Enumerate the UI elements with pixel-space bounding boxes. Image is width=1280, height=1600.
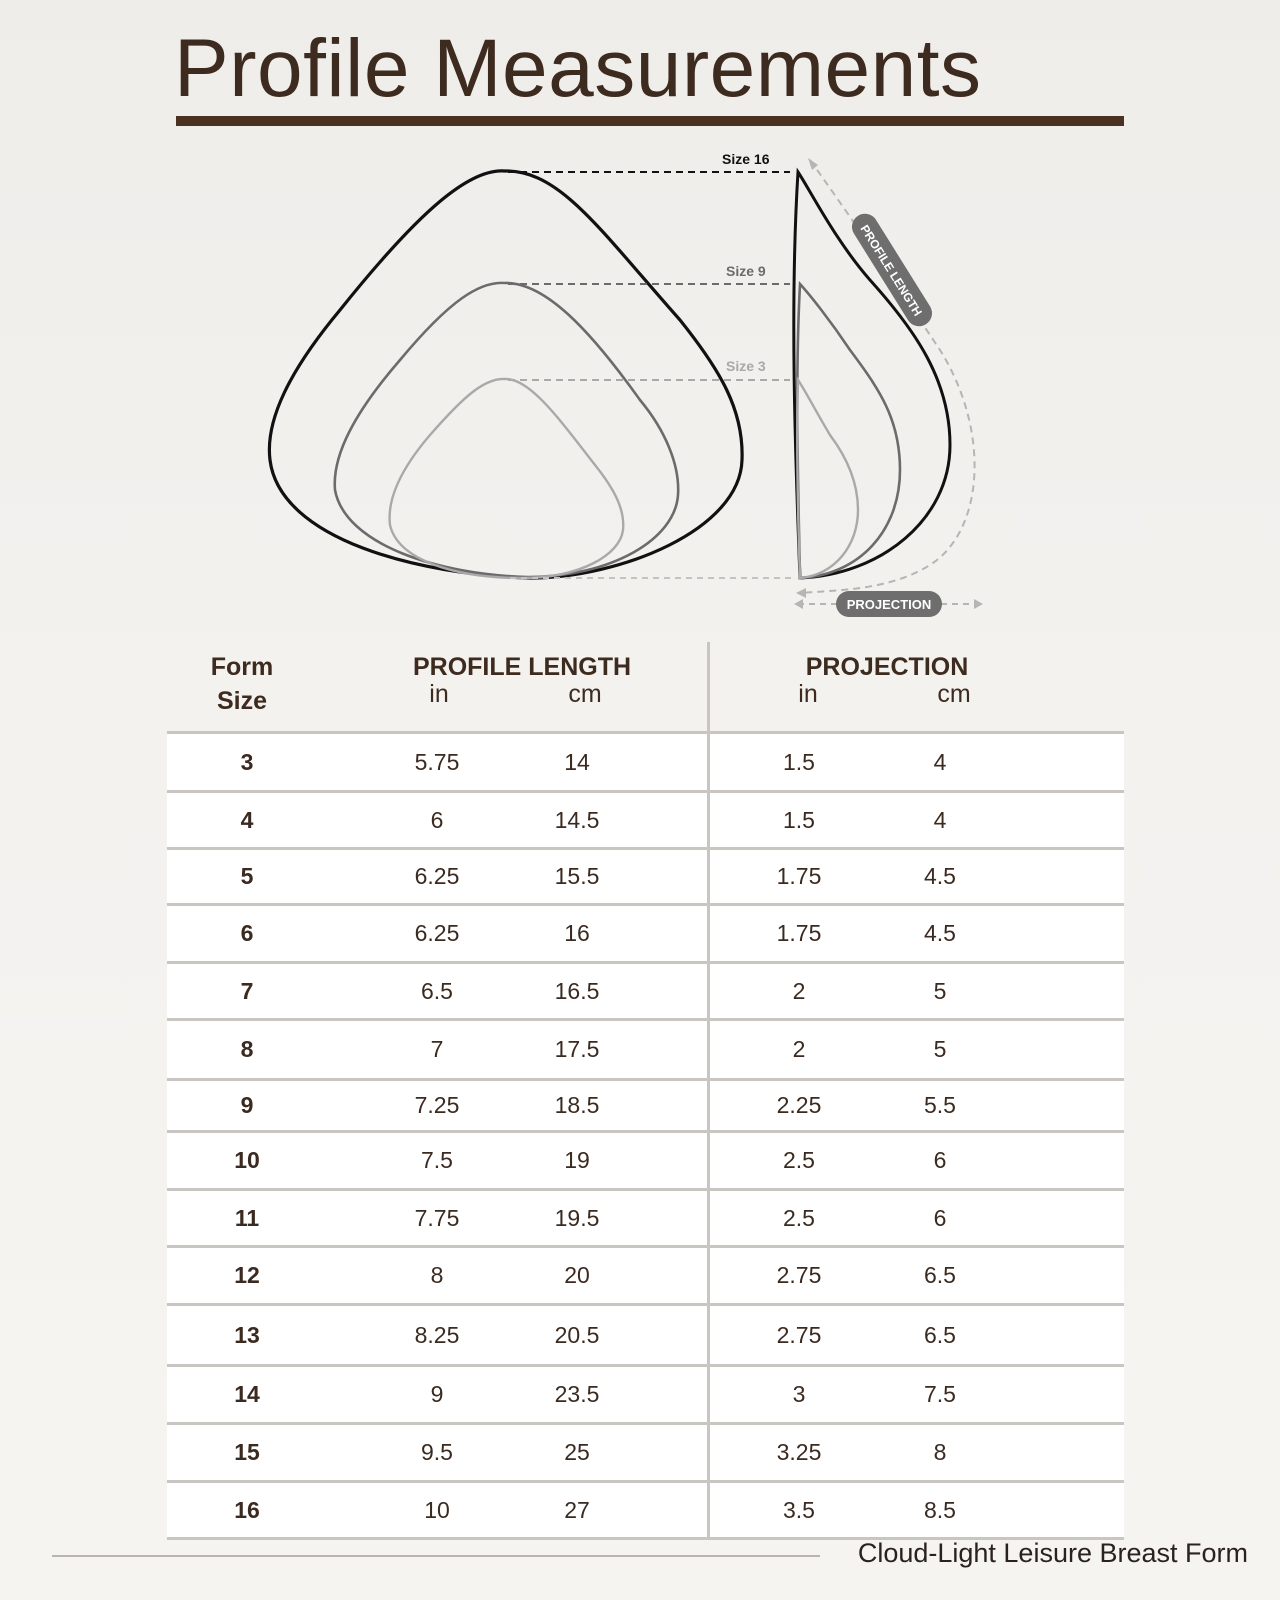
projection-arrow-left bbox=[794, 599, 803, 609]
size16-label: Size 16 bbox=[722, 151, 770, 167]
cell-size: 12 bbox=[234, 1262, 260, 1288]
cell-pr-in: 2 bbox=[792, 1036, 806, 1062]
table-row bbox=[167, 1133, 1124, 1191]
cell-size: 9 bbox=[240, 1092, 254, 1118]
cell-pl-in: 7.25 bbox=[414, 1092, 460, 1118]
cell-pl-cm: 17.5 bbox=[554, 1036, 600, 1062]
product-name: Cloud-Light Leisure Breast Form bbox=[857, 1538, 1248, 1568]
table-row bbox=[167, 1081, 1124, 1133]
header-pl-in: in bbox=[429, 680, 449, 708]
cell-size: 4 bbox=[240, 806, 254, 833]
cell-pr-in: 1.5 bbox=[783, 806, 815, 833]
cell-size: 15 bbox=[234, 1439, 260, 1465]
cell-pl-in: 7.75 bbox=[414, 1204, 460, 1231]
cell-pr-cm: 5 bbox=[933, 977, 947, 1004]
table-row bbox=[167, 1425, 1124, 1483]
cell-pl-cm: 25 bbox=[564, 1439, 590, 1465]
cell-pl-in: 8 bbox=[430, 1262, 444, 1288]
cell-pl-cm: 19.5 bbox=[554, 1204, 600, 1231]
cell-size: 8 bbox=[240, 1036, 254, 1062]
header-divider bbox=[707, 642, 710, 731]
cell-pr-cm: 6 bbox=[933, 1147, 947, 1173]
cell-pl-cm: 23.5 bbox=[554, 1381, 600, 1407]
footer-rule bbox=[52, 1555, 820, 1557]
header-pr-cm: cm bbox=[937, 680, 971, 708]
header-projection: PROJECTION bbox=[805, 653, 969, 681]
cell-pr-in: 2 bbox=[792, 977, 806, 1004]
header-pr-in: in bbox=[798, 680, 818, 708]
cell-pl-cm: 14 bbox=[564, 748, 590, 775]
cell-size: 5 bbox=[240, 863, 254, 889]
size3-label: Size 3 bbox=[726, 358, 766, 374]
table-row bbox=[167, 850, 1124, 906]
cell-pl-in: 6 bbox=[430, 806, 444, 833]
cell-size: 14 bbox=[234, 1381, 260, 1407]
cell-size: 3 bbox=[240, 748, 254, 775]
cell-pr-cm: 4.5 bbox=[924, 920, 956, 946]
cell-pr-cm: 4.5 bbox=[924, 863, 956, 889]
cell-pl-in: 7 bbox=[430, 1036, 444, 1062]
table-row bbox=[167, 964, 1124, 1021]
page-title: Profile Measurements bbox=[174, 23, 982, 114]
cell-pl-cm: 19 bbox=[564, 1147, 590, 1173]
header-pl-cm: cm bbox=[568, 680, 602, 708]
cell-pl-in: 7.5 bbox=[421, 1147, 453, 1173]
table-row bbox=[167, 906, 1124, 964]
arrowhead-top bbox=[808, 158, 818, 170]
cell-pr-in: 2.75 bbox=[776, 1321, 822, 1348]
cell-pl-in: 6.25 bbox=[414, 863, 460, 889]
cell-size: 13 bbox=[234, 1321, 260, 1348]
cell-pr-cm: 4 bbox=[933, 806, 947, 833]
table-row bbox=[167, 1367, 1124, 1425]
cell-pr-cm: 8 bbox=[933, 1439, 947, 1465]
cell-pl-cm: 15.5 bbox=[554, 863, 600, 889]
cell-pr-in: 2.25 bbox=[776, 1092, 822, 1118]
table-row bbox=[167, 1191, 1124, 1248]
cell-pl-cm: 16.5 bbox=[554, 977, 600, 1004]
cell-pr-cm: 5.5 bbox=[924, 1092, 956, 1118]
table-row bbox=[167, 1306, 1124, 1367]
cell-pr-in: 1.75 bbox=[776, 920, 822, 946]
header-profile-length: PROFILE LENGTH bbox=[412, 653, 632, 681]
cell-pr-in: 3.5 bbox=[783, 1496, 815, 1523]
profile-diagram bbox=[0, 140, 1280, 620]
cell-pl-in: 9 bbox=[430, 1381, 444, 1407]
cell-pr-in: 2.5 bbox=[783, 1204, 815, 1231]
table-body bbox=[167, 734, 1124, 1540]
cell-pr-cm: 5 bbox=[933, 1036, 947, 1062]
cell-pr-cm: 7.5 bbox=[924, 1381, 956, 1407]
cell-pr-cm: 6 bbox=[933, 1204, 947, 1231]
cell-size: 10 bbox=[234, 1147, 260, 1173]
projection-arrow-right bbox=[974, 599, 983, 609]
cell-pl-cm: 20 bbox=[564, 1262, 590, 1288]
cell-pr-in: 2.75 bbox=[776, 1262, 822, 1288]
cell-pl-in: 10 bbox=[424, 1496, 450, 1523]
cell-size: 6 bbox=[240, 920, 254, 946]
cell-size: 16 bbox=[234, 1496, 260, 1523]
cell-pr-in: 1.5 bbox=[783, 748, 815, 775]
table-row bbox=[167, 793, 1124, 850]
side-profile-size3 bbox=[797, 380, 858, 578]
front-shape-size3 bbox=[390, 379, 624, 578]
cell-pr-cm: 8.5 bbox=[924, 1496, 956, 1523]
projection-label: PROJECTION bbox=[846, 597, 932, 612]
cell-pl-cm: 18.5 bbox=[554, 1092, 600, 1118]
cell-pl-in: 9.5 bbox=[421, 1439, 453, 1465]
cell-pl-in: 8.25 bbox=[414, 1321, 460, 1348]
cell-pr-cm: 6.5 bbox=[924, 1262, 956, 1288]
title-underline bbox=[176, 116, 1124, 126]
cell-pl-cm: 27 bbox=[564, 1496, 590, 1523]
cell-pl-in: 5.75 bbox=[414, 748, 460, 775]
cell-pl-in: 6.5 bbox=[421, 977, 453, 1004]
cell-size: 7 bbox=[240, 977, 254, 1004]
cell-pr-in: 2.5 bbox=[783, 1147, 815, 1173]
cell-pr-cm: 4 bbox=[933, 748, 947, 775]
header-size: Size bbox=[216, 687, 268, 715]
size9-label: Size 9 bbox=[726, 263, 766, 279]
cell-pr-in: 1.75 bbox=[776, 863, 822, 889]
cell-size: 11 bbox=[234, 1204, 260, 1231]
table-row bbox=[167, 734, 1124, 793]
cell-pr-in: 3.25 bbox=[776, 1439, 822, 1465]
measurements-table bbox=[167, 650, 1124, 1540]
table-row bbox=[167, 1483, 1124, 1540]
header-form: Form bbox=[210, 653, 274, 681]
side-profile-size9 bbox=[797, 284, 900, 578]
table-row bbox=[167, 1021, 1124, 1081]
profile-length-arc bbox=[800, 160, 975, 593]
front-shape-size9 bbox=[335, 283, 678, 577]
cell-pl-cm: 14.5 bbox=[554, 806, 600, 833]
cell-pl-cm: 20.5 bbox=[554, 1321, 600, 1348]
table-row bbox=[167, 1248, 1124, 1306]
table-header bbox=[167, 650, 1124, 734]
cell-pl-in: 6.25 bbox=[414, 920, 460, 946]
arrowhead-bottom bbox=[796, 588, 806, 598]
profile-length-label: PROFILE LENGTH bbox=[857, 222, 925, 319]
cell-pr-cm: 6.5 bbox=[924, 1321, 956, 1348]
cell-pr-in: 3 bbox=[792, 1381, 806, 1407]
cell-pl-cm: 16 bbox=[564, 920, 590, 946]
